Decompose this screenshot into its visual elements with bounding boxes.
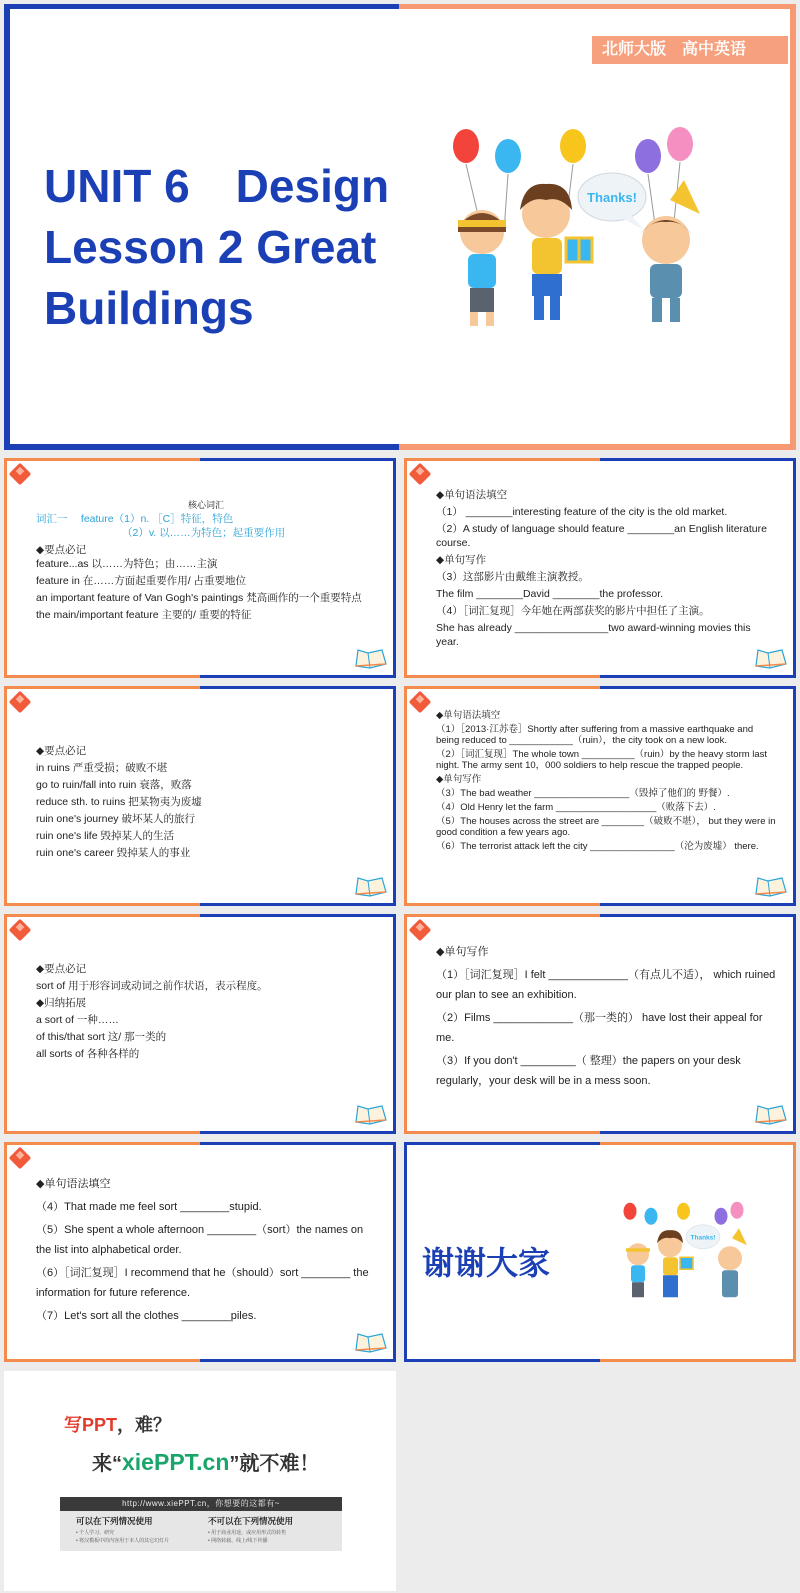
text-line: （4）［词汇复现］今年她在两部获奖的影片中担任了主演。 [436, 605, 710, 617]
text-line: （4）That made me feel sort ________stupid. [36, 1201, 262, 1213]
section-label: ◆单句语法填空 [436, 710, 501, 721]
text-line: （5）The houses across the street are ________（破败不堪）， but they were in good condition a few years ago. [436, 816, 776, 838]
diamond-icon [409, 463, 432, 486]
book-icon [354, 646, 388, 670]
slide-text [436, 942, 776, 1091]
text-line: （4）Old Henry let the farm ___________________（败落下去）. [436, 802, 716, 813]
text-line: a sort of 一种…… [36, 1014, 119, 1026]
diamond-icon [9, 691, 32, 714]
book-icon [754, 874, 788, 898]
text-line: （1）［词汇复现］I felt _____________（有点儿不适）， which ruined our plan to see an exhibition. [436, 969, 776, 1001]
slide-text [36, 744, 376, 860]
text-line: ruin one's career 毁掉某人的事业 [36, 847, 191, 859]
text-line: （2）Films _____________（那一类的） have lost their appeal for me. [436, 1012, 763, 1044]
page-title [44, 156, 424, 339]
bubble-text: Thanks! [587, 190, 637, 205]
section-label: ◆要点必记 [36, 963, 87, 975]
border-top-salmon [399, 4, 796, 9]
slide-text [436, 710, 776, 852]
book-icon [754, 1102, 788, 1126]
slide-sort-exercises [4, 1142, 396, 1362]
text-line: sort of 用于形容词或动词之前作状语，表示程度。 [36, 980, 268, 992]
border-bottom-salmon [399, 444, 796, 450]
diamond-icon [9, 463, 32, 486]
diamond-icon [409, 919, 432, 942]
text-line: She has already ________________two award-winning movies this year. [436, 622, 751, 648]
section-label: ◆单句写作 [436, 946, 489, 958]
text-line: the main/important feature 主要的/ 重要的特征 [36, 609, 252, 621]
slide-text [436, 488, 776, 649]
kids-illustration [434, 122, 734, 337]
ad-usage-box [60, 1511, 342, 1551]
book-icon [354, 1102, 388, 1126]
slide-sort-vocab [4, 914, 396, 1134]
text-line: （3）The bad weather __________________（毁掉了他们的 野餐）. [436, 788, 730, 799]
text-line: （5）She spent a whole afternoon ________（sort）the names on the list into alphabetical order. [36, 1224, 364, 1256]
girl-figure [458, 210, 506, 326]
ad-url-bar: http://www.xiePPT.cn，你想要的这都有~ [60, 1497, 342, 1511]
section-label: ◆单句写作 [436, 554, 487, 566]
slide-thanks [404, 1142, 796, 1362]
text-line: The film ________David ________the professor. [436, 588, 664, 600]
slide-text [36, 498, 376, 622]
slide-text [36, 962, 376, 1061]
kids-illustration-small [614, 1198, 764, 1308]
text-line: all sorts of 各种各样的 [36, 1048, 140, 1060]
diamond-icon [409, 691, 432, 714]
thanks-heading: 谢谢大家 [422, 1245, 551, 1281]
slide-feature-vocab [4, 458, 396, 678]
allowed-column: 可以在下列情况使用 • 个人学习、研究 • 将汉模板中的内容用于本人的其它幻灯片 [76, 1516, 170, 1544]
bubble-text: Thanks! [690, 1234, 716, 1242]
book-icon [354, 874, 388, 898]
text-line: （3）这部影片由戴维主演教授。 [436, 571, 589, 583]
section-label: ◆要点必记 [36, 544, 87, 556]
site-link[interactable]: xiePPT.cn [122, 1449, 230, 1475]
text-line: ruin one's life 毁掉某人的生活 [36, 830, 174, 842]
slide-text [36, 1174, 376, 1326]
slide-ruin-vocab [4, 686, 396, 906]
slide-heading: 核心词汇 [187, 500, 224, 510]
border-bottom-blue [4, 444, 399, 450]
section-label: ◆单句语法填空 [36, 1178, 111, 1190]
section-label: ◆单句写作 [436, 774, 482, 785]
title-slide [4, 4, 796, 450]
book-icon [354, 1330, 388, 1354]
text-line: （3）If you don't _________（ 整理）the papers on your desk regularly，your desk will be in a mess soon. [436, 1055, 741, 1087]
book-icon [754, 646, 788, 670]
ad-line-1: 写PPT，难？ [64, 1415, 172, 1435]
diamond-icon [9, 1147, 32, 1170]
section-label: ◆归纳拓展 [36, 997, 87, 1009]
ad-slide [4, 1371, 396, 1591]
border-left [4, 4, 10, 450]
vocab-line-1: 词汇一 feature（1）n. ［C］特征，特色 [36, 513, 234, 525]
border-top-blue [4, 4, 399, 9]
slide-feature-exercises [404, 458, 796, 678]
text-line: ruin one's journey 破坏某人的旅行 [36, 813, 195, 825]
text-line: （7）Let's sort all the clothes ________piles. [36, 1310, 257, 1322]
title-line-1: UNIT 6 Design [44, 160, 390, 212]
text-line: （2）［词汇复现］The whole town __________（ruin）by the heavy storm last night. The army sent 10，000 soldiers to help rescue the trapped people. [436, 749, 768, 771]
text-line: （6）The terrorist attack left the city ________________（沦为废墟） there. [436, 841, 759, 852]
text-line: （6）［词汇复现］I recommend that he（should）sort ________ the information for future reference. [36, 1267, 369, 1299]
slide-sort-writing [404, 914, 796, 1134]
girl-right-figure [640, 180, 700, 322]
text-line: （2）A study of language should feature ________an English literature course. [436, 523, 767, 549]
slide-ruin-exercises [404, 686, 796, 906]
text-line: feature in 在……方面起重要作用/ 占重要地位 [36, 575, 247, 587]
text-line: of this/that sort 这/ 那一类的 [36, 1031, 167, 1043]
ad-line-2: 来“xiePPT.cn”就不难！ [92, 1449, 320, 1475]
text-line: go to ruin/fall into ruin 衰落，败落 [36, 779, 192, 791]
section-label: ◆要点必记 [36, 745, 87, 757]
vocab-line-2: （2）v. 以……为特色；起重要作用 [122, 527, 286, 539]
border-right [790, 4, 796, 450]
diamond-icon [9, 919, 32, 942]
text-line: （1） ________interesting feature of the city is the old market. [436, 506, 728, 518]
text-line: feature...as 以……为特色；由……主演 [36, 558, 218, 570]
text-line: an important feature of Van Gogh's paintings 梵高画作的一个重要特点 [36, 592, 362, 604]
title-line-3: Buildings [44, 282, 254, 334]
publisher-tag: 北师大版 高中英语 [592, 36, 788, 64]
text-line: in ruins 严重受损；破败不堪 [36, 762, 168, 774]
text-line: （1）［2013·江苏卷］Shortly after suffering from a massive earthquake and being reduced to ____________（ruin），the city took on a new look. [436, 724, 754, 746]
section-label: ◆单句语法填空 [436, 489, 508, 501]
speech-bubble-icon [578, 173, 646, 230]
title-line-2: Lesson 2 Great [44, 221, 377, 273]
disallowed-column: 不可以在下列情况使用 • 用于商业用途，或应用形式的转售 • 网络转载、线上/线下传播 [208, 1516, 294, 1544]
text-line: reduce sth. to ruins 把某物夷为废墟 [36, 796, 202, 808]
